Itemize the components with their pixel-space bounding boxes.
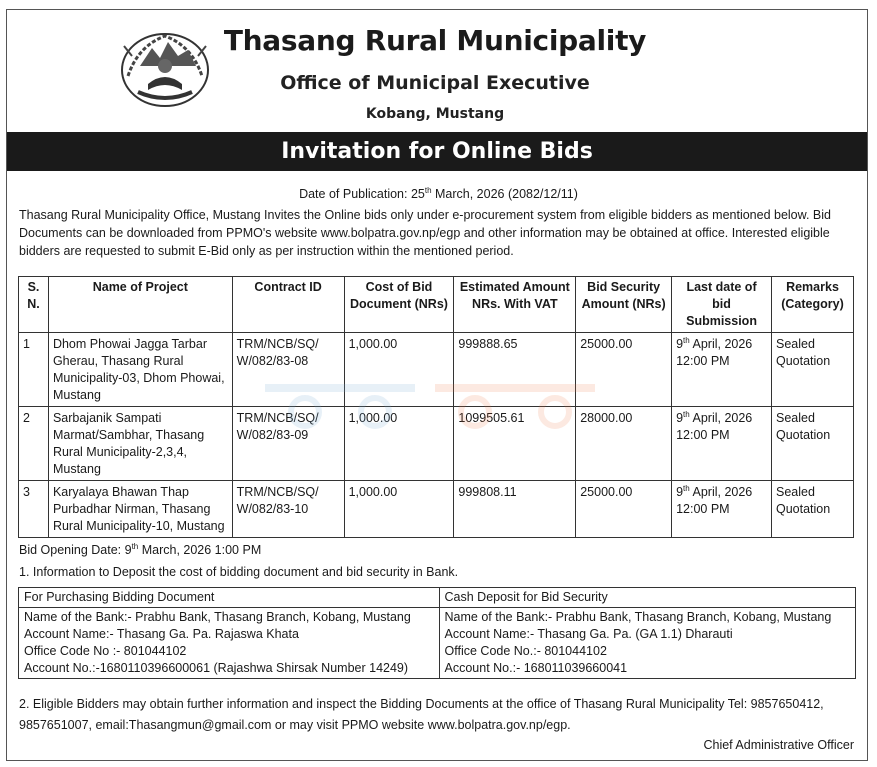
note-bank-deposit: 1. Information to Deposit the cost of bidding document and bid security in Bank. [19, 565, 459, 579]
cell-last-date: 9th April, 2026 12:00 PM [672, 333, 772, 407]
col-header-estimate: Estimated Amount NRs. With VAT [454, 277, 576, 333]
cell-remarks: Sealed Quotation [771, 407, 853, 481]
cell-security: 25000.00 [576, 333, 672, 407]
cell-project: Sarbajanik Sampati Marmat/Sambhar, Thasang Rural Municipality-2,3,4, Mustang [48, 407, 232, 481]
col-header-cost: Cost of Bid Document (NRs) [344, 277, 454, 333]
bank-header-row [19, 588, 856, 608]
bank-line: Account No.:- 168011039660041 [444, 661, 628, 675]
cell-last-date: 9th April, 2026 12:00 PM [672, 407, 772, 481]
note-further-info-line2: 9857651007, email:Thasangmun@gmail.com or may visit PPMO website www.bolpatra.gov.np/egp. [19, 718, 571, 732]
signoff: Chief Administrative Officer [703, 738, 854, 752]
col-header-project: Name of Project [48, 277, 232, 333]
bank-line: Name of the Bank:- Prabhu Bank, Thasang Branch, Kobang, Mustang [444, 610, 832, 624]
cell-security: 25000.00 [576, 481, 672, 538]
table-row [19, 481, 854, 538]
col-header-sn: S. N. [19, 277, 49, 333]
cell-remarks: Sealed Quotation [771, 333, 853, 407]
bank-line: Office Code No :- 801044102 [24, 644, 187, 658]
bid-opening-date: Bid Opening Date: 9th March, 2026 1:00 PM [19, 541, 262, 557]
security-account-details [439, 608, 855, 679]
cell-project: Dhom Phowai Jagga Tarbar Gherau, Thasang Rural Municipality-03, Dhom Phowai, Mustang [48, 333, 232, 407]
invitation-banner: Invitation for Online Bids [7, 132, 867, 171]
bank-info-table [18, 587, 856, 679]
bank-header-security: Cash Deposit for Bid Security [439, 588, 855, 608]
bids-table [18, 276, 854, 538]
cell-estimate: 999888.65 [454, 333, 576, 407]
col-header-contract-id: Contract ID [232, 277, 344, 333]
table-header-row [19, 277, 854, 333]
cell-remarks: Sealed Quotation [771, 481, 853, 538]
bank-line: Office Code No.:- 801044102 [444, 644, 607, 658]
note-further-info-line1: 2. Eligible Bidders may obtain further information and inspect the Bidding Documents at the office of Thasang Rural Municipality Tel: 9857650412, [19, 697, 824, 711]
cell-cost: 1,000.00 [344, 333, 454, 407]
publication-date: Date of Publication: 25th March, 2026 (2082/12/11) [299, 185, 578, 201]
cell-estimate: 1099505.61 [454, 407, 576, 481]
cell-last-date: 9th April, 2026 12:00 PM [672, 481, 772, 538]
col-header-security: Bid Security Amount (NRs) [576, 277, 672, 333]
col-header-remarks: Remarks (Category) [771, 277, 853, 333]
cell-sn: 2 [19, 407, 49, 481]
cell-sn: 1 [19, 333, 49, 407]
cell-contract-id: TRM/NCB/SQ/ W/082/83-09 [232, 407, 344, 481]
bank-line: Account Name:- Thasang Ga. Pa. (GA 1.1) Dharauti [444, 627, 733, 641]
municipality-title: Thasang Rural Municipality [223, 24, 647, 57]
nepal-government-emblem-icon [118, 26, 213, 108]
bank-details-row [19, 608, 856, 679]
bank-header-purchase: For Purchasing Bidding Document [19, 588, 440, 608]
purchase-account-details [19, 608, 440, 679]
cell-cost: 1,000.00 [344, 481, 454, 538]
cell-sn: 3 [19, 481, 49, 538]
cell-estimate: 999808.11 [454, 481, 576, 538]
table-row [19, 407, 854, 481]
office-subtitle: Office of Municipal Executive [280, 72, 590, 94]
intro-paragraph: Thasang Rural Municipality Office, Mustang Invites the Online bids only under e-procurement system from eligible bidders as mentioned below. Bid Documents can be downloaded from PPMO's website www.bolpatra.gov.np/egp and other information may be obtained at office. Interested eligible bidders are requested to submit E-Bid only as per instruction within the mentioned period. [19, 208, 831, 258]
cell-contract-id: TRM/NCB/SQ/ W/082/83-08 [232, 333, 344, 407]
cell-contract-id: TRM/NCB/SQ/ W/082/83-10 [232, 481, 344, 538]
cell-project: Karyalaya Bhawan Thap Purbadhar Nirman, Thasang Rural Municipality-10, Mustang [48, 481, 232, 538]
bank-line: Name of the Bank:- Prabhu Bank, Thasang Branch, Kobang, Mustang [24, 610, 411, 624]
cell-security: 28000.00 [576, 407, 672, 481]
col-header-last-date: Last date of bid Submission [672, 277, 772, 333]
table-row [19, 333, 854, 407]
bank-line: Account No.:-1680110396600061 (Rajashwa Shirsak Number 14249) [24, 661, 409, 675]
cell-cost: 1,000.00 [344, 407, 454, 481]
location-subtitle: Kobang, Mustang [365, 106, 505, 122]
bank-line: Account Name:- Thasang Ga. Pa. Rajaswa Khata [24, 627, 299, 641]
